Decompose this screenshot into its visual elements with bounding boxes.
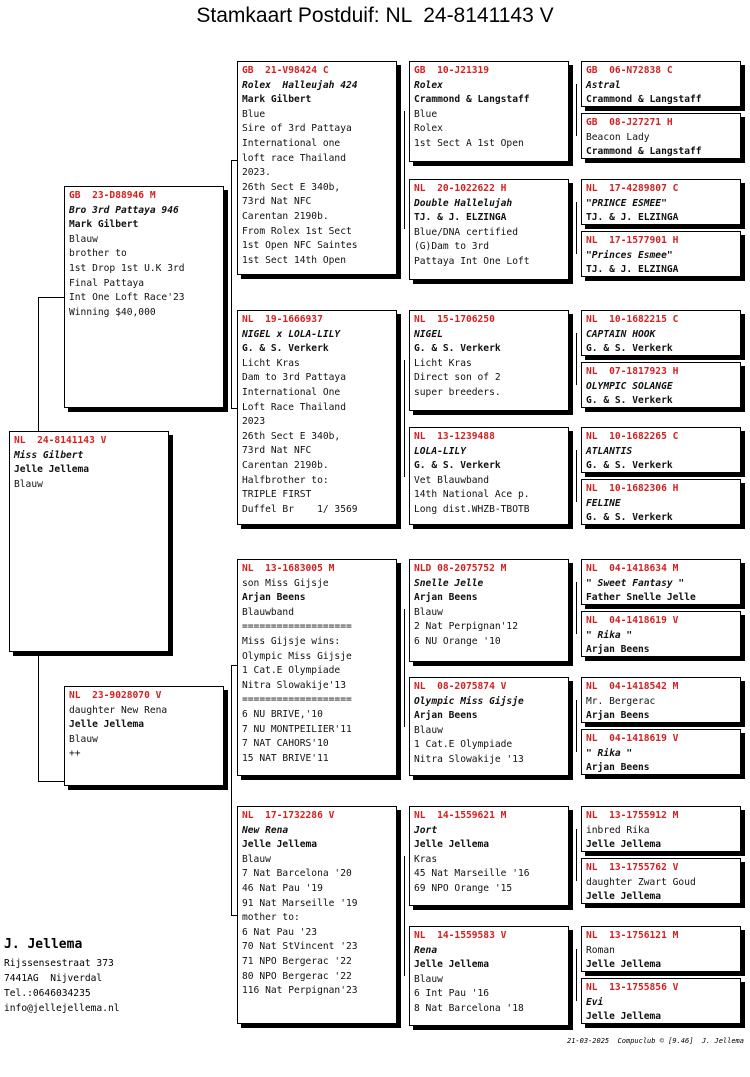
ring-number: NL 04-1418634 M [586,563,679,574]
ring-number: NL 04-1418542 M [586,681,679,692]
breeder: G. & S. Verkerk [414,460,501,472]
info-line: Blauw [242,853,271,865]
breeder: Jelle Jellema [586,959,662,971]
footer-credit: 21-03-2025 Compuclub © [9.46] J. Jellema [566,1037,744,1045]
info-line: Duffel Br 1/ 3569 [242,503,358,515]
info-line: 46 Nat Pau '19 [242,882,323,894]
info-line: Olympic Miss Gijsje [242,650,352,662]
pigeon-name: Double Hallelujah [414,197,513,209]
info-line: Dam to 3rd Pattaya [242,372,346,384]
info-line: =================== [242,694,352,706]
info-line: 26th Sect E 340b, [242,181,341,193]
owner-name: J. Jellema [4,937,83,952]
great-great-grandparent-card [581,806,741,852]
great-grandparent-card [409,61,569,162]
ring-number: NL 13-1683005 M [242,563,335,574]
grandparent-card [237,310,397,525]
great-great-grandparent-card [581,926,741,972]
great-great-grandparent-card [581,858,741,904]
info-line: Winning $40,000 [69,306,156,318]
ring-number: NL 13-1755856 V [586,982,679,993]
info-line: 73rd Nat NFC [242,445,312,457]
breeder: G. & S. Verkerk [586,512,673,524]
info-line: Carentan 2190b. [242,459,329,471]
great-grandparent-card [409,677,569,776]
pigeon-name: Snelle Jelle [414,577,484,589]
ring-number: GB 10-J21319 [414,65,490,76]
info-line: Nitra Slowakije '13 [414,753,524,765]
ring-number: NL 24-8141143 V [14,435,107,446]
pigeon-name: LOLA-LILY [414,445,466,457]
pigeon-name: "PRINCE ESMEE" [586,197,667,209]
breeder: G. & S. Verkerk [414,343,501,355]
connector-line [576,333,577,385]
connector-line [231,665,232,915]
info-line: 1 Cat.E Olympiade [242,665,341,677]
great-grandparent-card [409,179,569,280]
owner-city: 7441AG Nijverdal [4,973,103,984]
breeder: Jelle Jellema [586,891,662,903]
info-line: International One [242,386,341,398]
great-great-grandparent-card [581,427,741,473]
info-line: Rolex [414,123,443,135]
breeder: Arjan Beens [586,762,650,774]
ring-number: NL 20-1022622 H [414,183,507,194]
pigeon-name: Astral [586,79,621,91]
pigeon-name: Rena [414,944,438,956]
pigeon-name: " Sweet Fantasy " [586,577,685,589]
info-line: Kras [414,853,438,865]
info-line: 26th Sect E 340b, [242,430,341,442]
info-line: 6 Nat Pau '23 [242,926,318,938]
info-line: 71 NPO Bergerac '22 [242,955,352,967]
breeder: Crammond & Langstaff [414,94,530,106]
sire-card [64,186,224,408]
info-line: 6 NU BRIVE,'10 [242,708,323,720]
connector-line [576,202,577,254]
grandparent-card [237,61,397,275]
pigeon-name: daughter Zwart Goud [586,876,696,888]
pigeon-name: " Rika " [586,629,633,641]
pigeon-name: Evi [586,996,604,1008]
info-line: Licht Kras [242,357,300,369]
info-line: Sire of 3rd Pattaya [242,123,352,135]
breeder: Jelle Jellema [586,1011,662,1023]
ring-number: NL 13-1756121 M [586,930,679,941]
connector-line [404,360,405,477]
pigeon-name: Miss Gilbert [14,449,84,461]
info-line: =================== [242,621,352,633]
ring-number: NL 13-1239488 [414,431,495,442]
pigeon-name: NIGEL x LOLA-LILY [242,328,341,340]
info-line: Int One Loft Race'23 [69,292,185,304]
breeder: Father Snelle Jelle [586,592,696,604]
info-line: Carentan 2190b. [242,210,329,222]
ring-number: NL 17-1732286 V [242,810,335,821]
info-line: Blauw [69,233,98,245]
breeder: Arjan Beens [414,592,478,604]
connector-line [576,84,577,136]
ring-number: NL 17-1577901 H [586,235,679,246]
pigeon-name: Roman [586,944,615,956]
info-line: 7 Nat Barcelona '20 [242,868,352,880]
info-line: 8 Nat Barcelona '18 [414,1002,524,1014]
info-line: mother to: [242,912,300,924]
ring-number: NL 14-1559621 M [414,810,507,821]
info-line: 91 Nat Marseille '19 [242,897,358,909]
info-line: Blauw [414,724,443,736]
info-line: Final Pattaya [69,277,145,289]
breeder: Jelle Jellema [586,839,662,851]
great-great-grandparent-card [581,179,741,225]
info-line: Blauwband [242,606,294,618]
ring-number: NL 14-1559583 V [414,930,507,941]
ring-number: NL 13-1755762 V [586,862,679,873]
breeder: TJ. & J. ELZINGA [414,212,507,224]
great-great-grandparent-card [581,559,741,605]
info-line: TRIPLE FIRST [242,489,312,501]
ring-number: NL 13-1755912 M [586,810,679,821]
ring-number: NL 08-2075874 V [414,681,507,692]
info-line: 7 NAT CAHORS'10 [242,738,329,750]
info-line: Miss Gijsje wins: [242,635,341,647]
ring-number: NL 10-1682306 H [586,483,679,494]
info-line: Blue/DNA certified [414,226,518,238]
info-line: (G)Dam to 3rd [414,241,490,253]
info-line: 116 Nat Perpignan'23 [242,985,358,997]
breeder: Arjan Beens [242,592,306,604]
breeder: Mark Gilbert [242,94,312,106]
great-great-grandparent-card [581,113,741,159]
info-line: 69 NPO Orange '15 [414,882,513,894]
breeder: Jelle Jellema [414,839,490,851]
dam-card [64,686,224,786]
connector-line [576,829,577,881]
great-grandparent-card [409,926,569,1026]
ring-number: NL 23-9028070 V [69,690,162,701]
connector-line [576,450,577,502]
ring-number: GB 21-V98424 C [242,65,329,76]
info-line: 14th National Ace p. [414,489,530,501]
info-line: From Rolex 1st Sect [242,225,352,237]
ring-number: NL 15-1706250 [414,314,495,325]
pigeon-name: Olympic Miss Gijsje [414,695,524,707]
connector-line [404,609,405,727]
pigeon-name: inbred Rika [586,824,650,836]
info-line: Loft Race Thailand [242,401,346,413]
info-line: super breeders. [414,386,501,398]
ring-number: NL 19-1666937 [242,314,323,325]
great-great-grandparent-card [581,61,741,107]
great-grandparent-card [409,806,569,906]
ring-number: NL 17-4289807 C [586,183,679,194]
grandparent-card [237,559,397,776]
pigeon-name: Rolex Halleujah 424 [242,79,358,91]
connector-line [231,160,232,408]
connector-line [38,781,64,782]
breeder: G. & S. Verkerk [242,343,329,355]
page-title: Stamkaart Postduif: NL 24-8141143 V [196,4,554,27]
info-line: Long dist.WHZB-TBOTB [414,503,530,515]
info-line: Blauw [414,606,443,618]
breeder: Mark Gilbert [69,219,139,231]
breeder: Arjan Beens [586,710,650,722]
subject-card [9,431,169,652]
breeder: TJ. & J. ELZINGA [586,264,679,276]
pigeon-name: NIGEL [414,328,443,340]
connector-line [576,700,577,752]
pigeon-name: New Rena [242,824,289,836]
pigeon-name: FELINE [586,497,621,509]
info-line: 6 NU Orange '10 [414,635,501,647]
ring-number: NL 04-1418619 V [586,615,679,626]
great-great-grandparent-card [581,611,741,657]
great-great-grandparent-card [581,231,741,277]
pigeon-name: Rolex [414,79,443,91]
great-great-grandparent-card [581,677,741,723]
info-line: 70 Nat StVincent '23 [242,941,358,953]
grandparent-card [237,806,397,1024]
info-line: Licht Kras [414,357,472,369]
breeder: Jelle Jellema [69,719,145,731]
breeder: Crammond & Langstaff [586,146,702,158]
great-grandparent-card [409,559,569,662]
info-line: Halfbrother to: [242,474,329,486]
info-line: 2023 [242,416,266,428]
info-line: Blue [414,108,438,120]
connector-line [38,297,64,298]
info-line: 1 Cat.E Olympiade [414,739,513,751]
ring-number: NL 10-1682265 C [586,431,679,442]
connector-line [404,111,405,229]
breeder: TJ. & J. ELZINGA [586,212,679,224]
pigeon-name: daughter New Rena [69,704,168,716]
info-line: 6 Int Pau '16 [414,988,490,1000]
info-line: International one [242,137,341,149]
breeder: Jelle Jellema [14,464,90,476]
breeder: Arjan Beens [414,710,478,722]
info-line: Blauw [14,478,43,490]
pigeon-name: ATLANTIS [586,445,633,457]
pigeon-name: OLYMPIC SOLANGE [586,380,673,392]
great-great-grandparent-card [581,978,741,1024]
info-line: 2 Nat Perpignan'12 [414,621,518,633]
info-line: 1st Drop 1st U.K 3rd [69,262,185,274]
owner-street: Rijssensestraat 373 [4,958,114,969]
pigeon-name: Jort [414,824,438,836]
info-line: 45 Nat Marseille '16 [414,868,530,880]
great-grandparent-card [409,427,569,525]
connector-line [38,297,39,431]
owner-info [4,934,120,1016]
info-line: Blauw [414,973,443,985]
connector-line [404,856,405,976]
info-line: 1st Open NFC Saintes [242,240,358,252]
pigeon-name: " Rika " [586,747,633,759]
connector-line [576,582,577,634]
breeder: Crammond & Langstaff [586,94,702,106]
ring-number: NLD 08-2075752 M [414,563,507,574]
info-line: 1st Sect 14th Open [242,254,346,266]
pigeon-name: Mr. Bergerac [586,695,656,707]
info-line: Pattaya Int One Loft [414,255,530,267]
pigeon-name: Bro 3rd Pattaya 946 [69,204,179,216]
pigeon-name: Beacon Lady [586,131,650,143]
great-great-grandparent-card [581,729,741,775]
breeder: Jelle Jellema [414,959,490,971]
info-line: Blue [242,108,266,120]
info-line: Nitra Slowakije'13 [242,679,346,691]
info-line: 73rd Nat NFC [242,196,312,208]
info-line: Direct son of 2 [414,372,501,384]
breeder: Arjan Beens [586,644,650,656]
ring-number: GB 08-J27271 H [586,117,673,128]
info-line: brother to [69,248,127,260]
breeder: G. & S. Verkerk [586,460,673,472]
breeder: G. & S. Verkerk [586,395,673,407]
great-great-grandparent-card [581,362,741,408]
info-line: loft race Thailand [242,152,346,164]
connector-line [38,652,39,781]
great-great-grandparent-card [581,310,741,356]
ring-number: GB 23-D88946 M [69,190,156,201]
breeder: G. & S. Verkerk [586,343,673,355]
pigeon-name: son Miss Gijsje [242,577,329,589]
ring-number: NL 04-1418619 V [586,733,679,744]
ring-number: NL 07-1817923 H [586,366,679,377]
info-line: 15 NAT BRIVE'11 [242,752,329,764]
info-line: 2023. [242,167,271,179]
pigeon-name: "Princes Esmee" [586,249,673,261]
info-line: ++ [69,748,81,760]
great-grandparent-card [409,310,569,411]
info-line: 1st Sect A 1st Open [414,137,524,149]
ring-number: NL 10-1682215 C [586,314,679,325]
great-great-grandparent-card [581,479,741,525]
owner-email: info@jellejellema.nl [4,1003,120,1014]
info-line: Blauw [69,733,98,745]
info-line: 7 NU MONTPEILIER'11 [242,723,352,735]
connector-line [576,949,577,1001]
ring-number: GB 06-N72838 C [586,65,673,76]
info-line: Vet Blauwband [414,474,490,486]
info-line: 80 NPO Bergerac '22 [242,970,352,982]
owner-phone: Tel.:0646034235 [4,988,91,999]
breeder: Jelle Jellema [242,839,318,851]
pigeon-name: CAPTAIN HOOK [586,328,656,340]
